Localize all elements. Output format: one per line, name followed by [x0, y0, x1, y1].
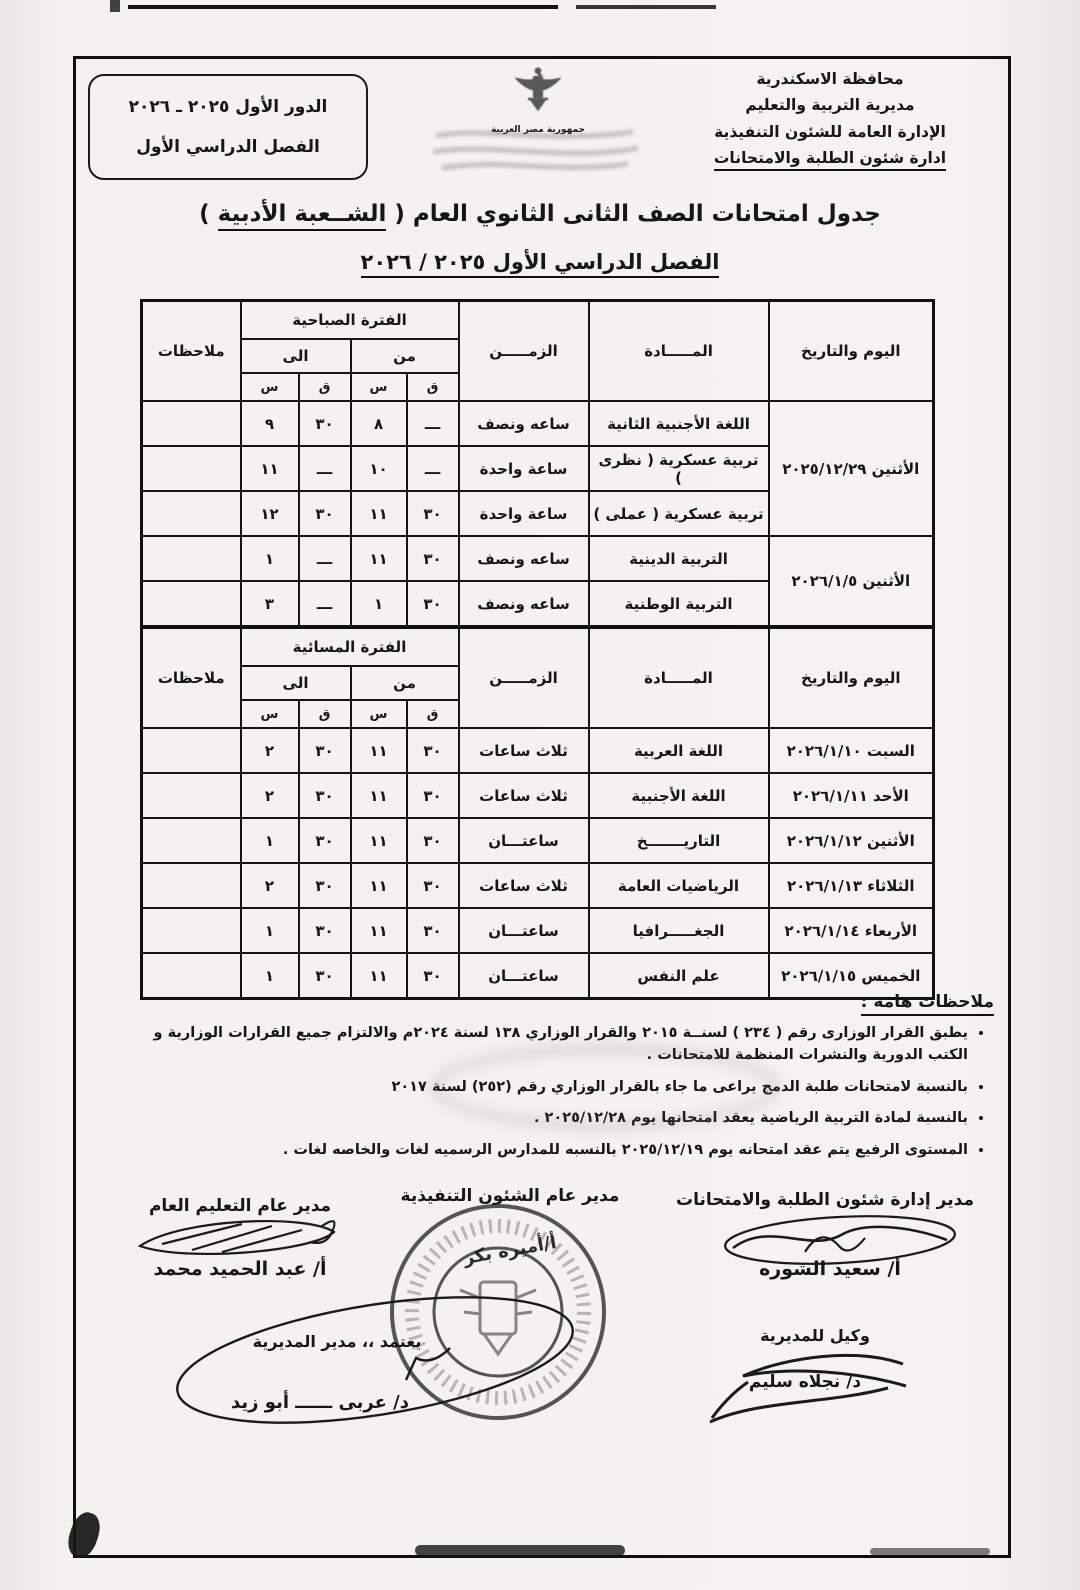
- duration-cell: ساعة واحدة: [459, 491, 589, 536]
- to-header: الى: [241, 666, 351, 700]
- subject-cell: تربية عسكرية ( نظرى ): [589, 446, 769, 491]
- eagle-emblem-icon: [511, 62, 565, 120]
- exams-director-title: مدير إدارة شئون الطلبة والامتحانات: [676, 1190, 974, 1210]
- to-hours-cell: ١٢: [241, 491, 299, 536]
- minutes-header: ق: [299, 373, 351, 401]
- duration-cell: ساعتـــان: [459, 818, 589, 863]
- subject-cell: التربية الدينية: [589, 536, 769, 581]
- from-hours-cell: ٨: [351, 401, 407, 446]
- table-row: [142, 908, 934, 953]
- subject-cell: الجغـــــرافيا: [589, 908, 769, 953]
- to-hours-cell: ٩: [241, 401, 299, 446]
- to-hours-cell: ١: [241, 953, 299, 999]
- from-minutes-cell: ٣٠: [407, 953, 459, 999]
- deputy-name: د/ نجلاه سليم: [748, 1372, 862, 1392]
- notes-cell: [142, 773, 241, 818]
- col-notes-header: ملاحظات: [142, 628, 241, 729]
- period-header: الفترة المسائية: [241, 628, 459, 667]
- letterhead-line: محافظة الاسكندرية: [756, 70, 904, 88]
- letterhead-line: الإدارة العامة للشئون التنفيذية: [714, 122, 946, 141]
- from-minutes-cell: ٣٠: [407, 581, 459, 627]
- to-header: الى: [241, 339, 351, 373]
- letterhead: [662, 66, 998, 171]
- minutes-header: ق: [407, 700, 459, 728]
- subject-cell: اللغة الأجنبية: [589, 773, 769, 818]
- from-hours-cell: ١١: [351, 728, 407, 773]
- from-minutes-cell: ٣٠: [407, 536, 459, 581]
- page-title: جدول امتحانات الصف الثانى الثانوي العام ( الشــعبة الأدبية ): [120, 201, 960, 227]
- notes-cell: [142, 536, 241, 581]
- general-education-director-title: مدير عام التعليم العام: [148, 1196, 332, 1216]
- to-minutes-cell: ٣٠: [299, 401, 351, 446]
- scan-artifact-line: [576, 5, 716, 9]
- notes-cell: [142, 446, 241, 491]
- minutes-header: ق: [299, 700, 351, 728]
- morning-exams-table: [140, 299, 935, 628]
- from-minutes-cell: ـــ: [407, 401, 459, 446]
- term-box: [88, 74, 368, 180]
- from-minutes-cell: ٣٠: [407, 728, 459, 773]
- section-highlight: الشــعبة الأدبية: [218, 201, 387, 231]
- to-minutes-cell: ـــ: [299, 536, 351, 581]
- duration-cell: ثلاث ساعات: [459, 728, 589, 773]
- duration-cell: ثلاث ساعات: [459, 773, 589, 818]
- note-item: • المستوى الرفيع يتم عقد امتحانه يوم ٢٠٢٥/١٢/١٩ بالنسبه للمدارس الرسميه لغات والخاصه لغات .: [110, 1139, 968, 1161]
- from-hours-cell: ١١: [351, 818, 407, 863]
- table-row: [142, 818, 934, 863]
- to-hours-cell: ١: [241, 908, 299, 953]
- from-minutes-cell: ٣٠: [407, 863, 459, 908]
- from-header: من: [351, 339, 459, 373]
- to-hours-cell: ٢: [241, 728, 299, 773]
- duration-cell: ساعه ونصف: [459, 581, 589, 627]
- note-item: • يطبق القرار الوزارى رقم ( ٢٣٤ ) لسنــة ٢٠١٥ والقرار الوزاري ١٣٨ لسنة ٢٠٢٤م والالتزام جميع القرارات الوزارية و الكتب الدورية والنشرات المنظمة للامتحانات .: [110, 1022, 968, 1067]
- from-hours-cell: ١٠: [351, 446, 407, 491]
- day-cell: الأربعاء ٢٠٢٦/١/١٤: [769, 908, 934, 953]
- term-box-semester: الفصل الدراسي الأول: [136, 137, 320, 158]
- from-minutes-cell: ٣٠: [407, 908, 459, 953]
- to-hours-cell: ١: [241, 536, 299, 581]
- col-duration-header: الزمـــــن: [459, 628, 589, 729]
- table-row: [142, 863, 934, 908]
- to-minutes-cell: ٣٠: [299, 773, 351, 818]
- to-minutes-cell: ٣٠: [299, 908, 351, 953]
- table-row: [142, 728, 934, 773]
- from-hours-cell: ١١: [351, 953, 407, 999]
- hours-header: س: [241, 373, 299, 401]
- letterhead-line: مديرية التربية والتعليم: [745, 96, 915, 115]
- col-subject-header: المـــــادة: [589, 301, 769, 402]
- to-hours-cell: ٢: [241, 773, 299, 818]
- hours-header: س: [351, 700, 407, 728]
- to-minutes-cell: ٣٠: [299, 953, 351, 999]
- from-minutes-cell: ٣٠: [407, 491, 459, 536]
- notes-cell: [142, 728, 241, 773]
- page-subtitle: الفصل الدراسي الأول ٢٠٢٥ / ٢٠٢٦: [120, 250, 960, 274]
- to-hours-cell: ١: [241, 818, 299, 863]
- faded-stamp-icon: [428, 122, 643, 178]
- subject-cell: تربية عسكرية ( عملى ): [589, 491, 769, 536]
- notes-cell: [142, 818, 241, 863]
- subject-cell: اللغة العربية: [589, 728, 769, 773]
- col-subject-header: المـــــادة: [589, 628, 769, 729]
- from-minutes-cell: ٣٠: [407, 773, 459, 818]
- from-hours-cell: ١١: [351, 536, 407, 581]
- col-notes-header: ملاحظات: [142, 301, 241, 402]
- period-header: الفترة الصباحية: [241, 301, 459, 340]
- from-hours-cell: ١١: [351, 773, 407, 818]
- duration-cell: ساعة واحدة: [459, 446, 589, 491]
- day-cell: الأثنين ٢٠٢٦/١/٥: [769, 536, 934, 627]
- day-cell: الثلاثاء ٢٠٢٦/١/١٣: [769, 863, 934, 908]
- to-minutes-cell: ـــ: [299, 581, 351, 627]
- to-minutes-cell: ٣٠: [299, 728, 351, 773]
- scan-artifact-line: [128, 5, 558, 9]
- from-hours-cell: ١: [351, 581, 407, 627]
- notes-cell: [142, 581, 241, 627]
- evening-exams-table: [140, 626, 935, 1000]
- signature-scribble: [150, 1278, 580, 1453]
- notes-cell: [142, 863, 241, 908]
- to-hours-cell: ٣: [241, 581, 299, 627]
- to-minutes-cell: ٣٠: [299, 491, 351, 536]
- scan-artifact-blot: [415, 1545, 625, 1556]
- executive-affairs-director-name: أ/أميره بكر: [461, 1232, 559, 1269]
- directorate-director-name: د/ عربى ــــــ أبو زيد: [231, 1392, 409, 1413]
- to-minutes-cell: ـــ: [299, 446, 351, 491]
- approval-label: يعتمد ،، مدير المديرية: [252, 1332, 422, 1351]
- subject-cell: التاريـــــــخ: [589, 818, 769, 863]
- day-cell: الخميس ٢٠٢٦/١/١٥: [769, 953, 934, 999]
- notes-cell: [142, 401, 241, 446]
- to-minutes-cell: ٣٠: [299, 818, 351, 863]
- subject-cell: الرياضيات العامة: [589, 863, 769, 908]
- table-row: [142, 401, 934, 446]
- exams-director-name: أ/ سعيد الشوره: [759, 1258, 901, 1280]
- table-row: [142, 536, 934, 581]
- to-minutes-cell: ٣٠: [299, 863, 351, 908]
- minutes-header: ق: [407, 373, 459, 401]
- faded-stamp-ghost: [430, 1044, 780, 1130]
- notes-heading: ملاحظات هامة :: [110, 992, 994, 1012]
- duration-cell: ساعه ونصف: [459, 536, 589, 581]
- deputy-title: وكيل للمديرية: [760, 1326, 870, 1345]
- duration-cell: ساعتـــان: [459, 953, 589, 999]
- scan-artifact-mark: [110, 0, 120, 12]
- from-hours-cell: ١١: [351, 908, 407, 953]
- col-duration-header: الزمـــــن: [459, 301, 589, 402]
- col-day-header: اليوم والتاريخ: [769, 301, 934, 402]
- hours-header: س: [351, 373, 407, 401]
- day-cell: الأحد ٢٠٢٦/١/١١: [769, 773, 934, 818]
- duration-cell: ثلاث ساعات: [459, 863, 589, 908]
- table-row: [142, 773, 934, 818]
- term-box-round: الدور الأول ٢٠٢٥ ـ ٢٠٢٦: [128, 96, 328, 117]
- duration-cell: ساعتـــان: [459, 908, 589, 953]
- subject-cell: علم النفس: [589, 953, 769, 999]
- duration-cell: ساعه ونصف: [459, 401, 589, 446]
- from-header: من: [351, 666, 459, 700]
- note-item: • بالنسبة لمادة التربية الرياضية يعقد امتحانها يوم ٢٠٢٥/١٢/٢٨ .: [110, 1107, 968, 1129]
- letterhead-line: ادارة شئون الطلبة والامتحانات: [662, 145, 998, 171]
- executive-affairs-director-title: مدير عام الشئون التنفيذية: [400, 1186, 620, 1206]
- from-minutes-cell: ٣٠: [407, 818, 459, 863]
- emblem-caption: جمهورية مصر العربية: [490, 125, 586, 135]
- scan-artifact-blot: [870, 1548, 990, 1555]
- from-minutes-cell: ـــ: [407, 446, 459, 491]
- to-hours-cell: ٢: [241, 863, 299, 908]
- day-cell: الأثنين ٢٠٢٥/١٢/٢٩: [769, 401, 934, 536]
- note-item: • بالنسبة لامتحانات طلبة الدمج يراعى ما جاء بالقرار الوزاري رقم (٢٥٢) لسنة ٢٠١٧: [110, 1076, 968, 1098]
- hours-header: س: [241, 700, 299, 728]
- day-cell: الأثنين ٢٠٢٦/١/١٢: [769, 818, 934, 863]
- notes-cell: [142, 491, 241, 536]
- subject-cell: التربية الوطنية: [589, 581, 769, 627]
- day-cell: السبت ٢٠٢٦/١/١٠: [769, 728, 934, 773]
- col-day-header: اليوم والتاريخ: [769, 628, 934, 729]
- notes-cell: [142, 908, 241, 953]
- subject-cell: اللغة الأجنبية الثانية: [589, 401, 769, 446]
- general-education-director-name: أ/ عبد الحميد محمد: [153, 1258, 327, 1280]
- from-hours-cell: ١١: [351, 491, 407, 536]
- from-hours-cell: ١١: [351, 863, 407, 908]
- to-hours-cell: ١١: [241, 446, 299, 491]
